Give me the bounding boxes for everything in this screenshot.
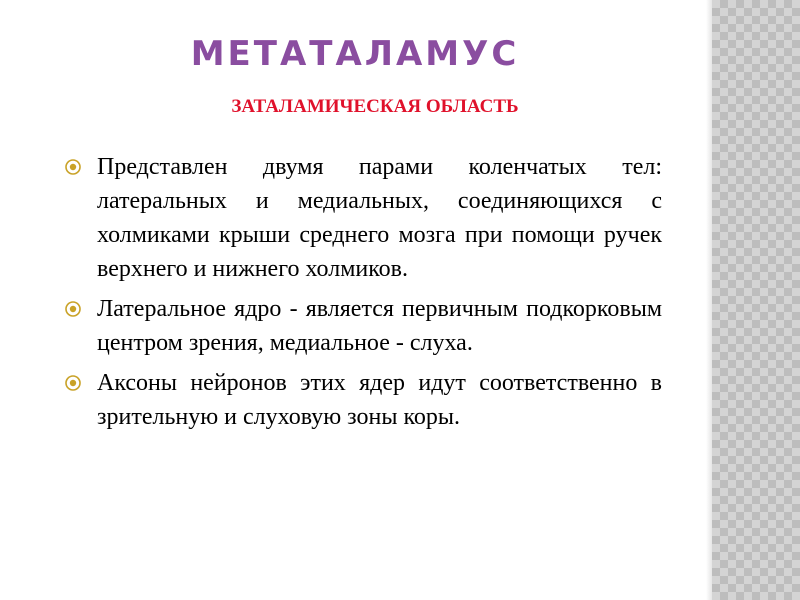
bullet-text: Аксоны нейронов этих ядер идут соответственно в зрительную и слуховую зоны коры. [97, 370, 662, 430]
bullet-item [64, 292, 662, 360]
slide-subtitle: ЗАТАЛАМИЧЕСКАЯ ОБЛАСТЬ [231, 96, 519, 117]
bullet-item [64, 366, 662, 434]
bullet-item [64, 150, 662, 286]
circle-target-icon [64, 374, 82, 392]
bullet-text: Представлен двумя парами коленчатых тел: латеральных и медиальных, соединяющихся с холмиками крыши среднего мозга при помощи ручек верхнего и нижнего холмиков. [97, 154, 662, 282]
bullet-text: Латеральное ядро - является первичным подкорковым центром зрения, медиальное - слуха. [97, 296, 662, 356]
bullet-list [64, 150, 662, 440]
decorative-side-panel [712, 0, 800, 600]
circle-target-icon [64, 158, 82, 176]
circle-target-icon [64, 300, 82, 318]
slide-title: МЕТАТАЛАМУС [190, 34, 520, 74]
